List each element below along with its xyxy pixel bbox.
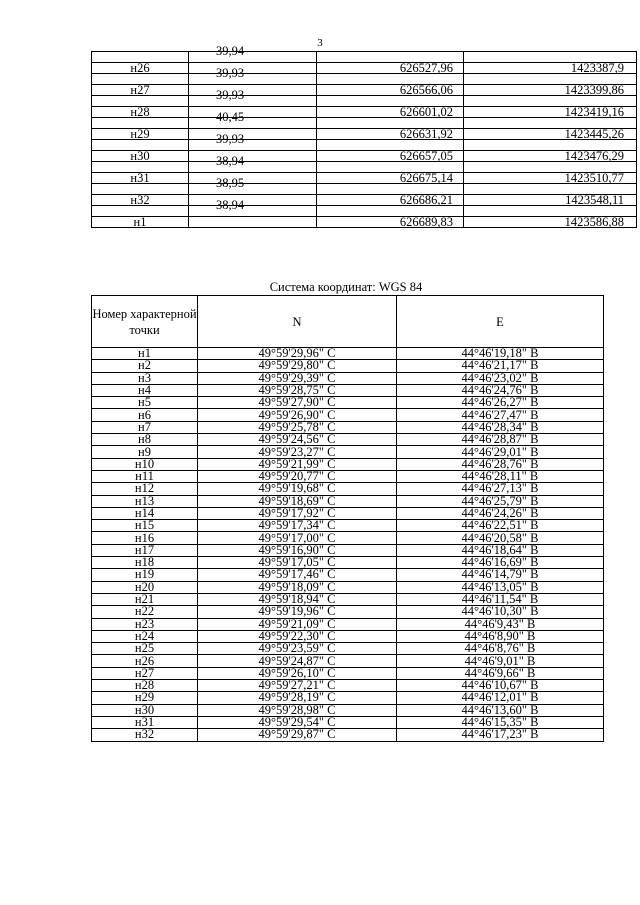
longitude-cell: 44°46'8,76" В: [397, 643, 604, 655]
point-number-cell: н21: [92, 593, 198, 605]
latitude-cell: 49°59'29,80" С: [198, 360, 397, 372]
distance-cell: [189, 176, 317, 195]
longitude-cell: 44°46'11,54" В: [397, 593, 604, 605]
y-coordinate-cell: 1423476,29: [464, 151, 637, 162]
distance-value: 39,94: [216, 44, 245, 58]
distance-value: 38,94: [216, 198, 245, 212]
point-number-cell: н9: [92, 446, 198, 458]
point-number-cell: н15: [92, 520, 198, 532]
point-number-cell: н13: [92, 495, 198, 507]
latitude-cell: 49°59'19,96" С: [198, 606, 397, 618]
latitude-cell: 49°59'21,09" С: [198, 618, 397, 630]
distance-cell: [189, 110, 317, 129]
longitude-cell: 44°46'25,79" В: [397, 495, 604, 507]
latitude-cell: 49°59'26,90" С: [198, 409, 397, 421]
point-cell: н30: [92, 151, 189, 162]
y-coordinate-cell: 1423548,11: [464, 195, 637, 206]
latitude-cell: 49°59'27,21" С: [198, 680, 397, 692]
latitude-cell: 49°59'17,92" С: [198, 507, 397, 519]
longitude-cell: 44°46'26,27" В: [397, 397, 604, 409]
coordinate-row: [92, 151, 637, 162]
distance-value: 39,93: [216, 132, 245, 146]
wgs84-header-row: [92, 296, 604, 348]
latitude-cell: 49°59'29,39" С: [198, 372, 397, 384]
point-number-cell: н22: [92, 606, 198, 618]
point-cell: н26: [92, 63, 189, 74]
point-number-cell: н32: [92, 729, 198, 741]
longitude-cell: 44°46'15,35" В: [397, 716, 604, 728]
coordinate-row: [92, 195, 637, 206]
coordinate-row: [92, 63, 637, 74]
longitude-cell: 44°46'21,17" В: [397, 360, 604, 372]
distance-cell: [189, 66, 317, 85]
point-number-cell: н30: [92, 704, 198, 716]
x-coordinate-cell: 626689,83: [317, 217, 464, 228]
longitude-cell: 44°46'9,01" В: [397, 655, 604, 667]
point-number-cell: н17: [92, 544, 198, 556]
longitude-cell: 44°46'9,66" В: [397, 667, 604, 679]
latitude-cell: 49°59'16,90" С: [198, 544, 397, 556]
point-number-cell: н11: [92, 470, 198, 482]
latitude-cell: 49°59'18,94" С: [198, 593, 397, 605]
point-number-cell: н7: [92, 421, 198, 433]
y-coordinate-cell: 1423387,9: [464, 63, 637, 74]
longitude-cell: 44°46'28,11" В: [397, 470, 604, 482]
y-coordinate-cell: 1423399,86: [464, 85, 637, 96]
longitude-cell: 44°46'23,02" В: [397, 372, 604, 384]
coordinate-row: [92, 217, 637, 228]
latitude-cell: 49°59'24,56" С: [198, 434, 397, 446]
point-number-cell: н28: [92, 680, 198, 692]
distance-cell: [189, 44, 317, 63]
longitude-cell: 44°46'9,43" В: [397, 618, 604, 630]
distance-cell: [189, 217, 317, 228]
distance-cell: [189, 173, 317, 184]
longitude-cell: 44°46'8,90" В: [397, 630, 604, 642]
x-coordinate-cell: 626527,96: [317, 63, 464, 74]
distance-value: 39,93: [216, 88, 245, 102]
point-number-cell: н20: [92, 581, 198, 593]
latitude-cell: 49°59'23,27" С: [198, 446, 397, 458]
point-number-cell: н10: [92, 458, 198, 470]
point-cell: н27: [92, 85, 189, 96]
latitude-cell: 49°59'19,68" С: [198, 483, 397, 495]
distance-value: 38,95: [216, 176, 245, 190]
wgs84-table-header: [92, 296, 604, 348]
point-cell: н28: [92, 107, 189, 118]
latitude-cell: 49°59'18,09" С: [198, 581, 397, 593]
longitude-cell: 44°46'28,76" В: [397, 458, 604, 470]
longitude-cell: 44°46'17,23" В: [397, 729, 604, 741]
longitude-cell: 44°46'24,26" В: [397, 507, 604, 519]
x-coordinate-cell: 626675,14: [317, 173, 464, 184]
latitude-cell: 49°59'17,05" С: [198, 557, 397, 569]
distance-row: [92, 118, 637, 129]
point-number-cell: н14: [92, 507, 198, 519]
y-coordinate-cell: 1423586,88: [464, 217, 637, 228]
coordinate-system-caption: Система координат: WGS 84: [269, 280, 423, 294]
coordinate-row: [92, 85, 637, 96]
point-number-cell: н26: [92, 655, 198, 667]
distance-cell: [189, 63, 317, 74]
longitude-cell: 44°46'12,01" В: [397, 692, 604, 704]
longitude-cell: 44°46'27,13" В: [397, 483, 604, 495]
header-point-number: Номер характерной точки: [92, 296, 198, 348]
latitude-cell: 49°59'17,46" С: [198, 569, 397, 581]
latitude-cell: 49°59'23,59" С: [198, 643, 397, 655]
x-coordinate-cell: 626631,92: [317, 129, 464, 140]
latitude-cell: 49°59'24,87" С: [198, 655, 397, 667]
point-number-cell: н2: [92, 360, 198, 372]
point-number-cell: н4: [92, 384, 198, 396]
longitude-cell: 44°46'10,67" В: [397, 680, 604, 692]
point-number-cell: н19: [92, 569, 198, 581]
distance-row: [92, 184, 637, 195]
latitude-cell: 49°59'18,69" С: [198, 495, 397, 507]
longitude-cell: 44°46'20,58" В: [397, 532, 604, 544]
point-number-cell: н23: [92, 618, 198, 630]
point-number-cell: н29: [92, 692, 198, 704]
coordinate-row: [92, 129, 637, 140]
latitude-cell: 49°59'27,90" С: [198, 397, 397, 409]
distance-row: [92, 162, 637, 173]
longitude-cell: 44°46'29,01" В: [397, 446, 604, 458]
header-latitude: N: [198, 296, 397, 348]
distance-value: 39,93: [216, 66, 245, 80]
latitude-cell: 49°59'21,99" С: [198, 458, 397, 470]
wgs84-row: [92, 729, 604, 741]
longitude-cell: 44°46'28,87" В: [397, 434, 604, 446]
distance-row: [92, 140, 637, 151]
distance-cell: [189, 88, 317, 107]
longitude-cell: 44°46'10,30" В: [397, 606, 604, 618]
x-coordinate-cell: 626601,02: [317, 107, 464, 118]
page-number: 3: [317, 37, 323, 49]
distance-row: [92, 52, 637, 63]
distance-cell: [189, 107, 317, 118]
longitude-cell: 44°46'16,69" В: [397, 557, 604, 569]
longitude-cell: 44°46'22,51" В: [397, 520, 604, 532]
point-number-cell: н3: [92, 372, 198, 384]
latitude-cell: 49°59'20,77" С: [198, 470, 397, 482]
x-coordinate-cell: 626657,05: [317, 151, 464, 162]
longitude-cell: 44°46'18,64" В: [397, 544, 604, 556]
y-coordinate-cell: 1423419,16: [464, 107, 637, 118]
distance-cell: [189, 195, 317, 206]
longitude-cell: 44°46'27,47" В: [397, 409, 604, 421]
coordinate-row: [92, 173, 637, 184]
latitude-cell: 49°59'25,78" С: [198, 421, 397, 433]
point-cell: н1: [92, 217, 189, 228]
distance-row: [92, 206, 637, 217]
latitude-cell: 49°59'17,00" С: [198, 532, 397, 544]
latitude-cell: 49°59'22,30" С: [198, 630, 397, 642]
distance-value: 40,45: [216, 110, 245, 124]
distance-cell: [189, 154, 317, 173]
point-number-cell: н24: [92, 630, 198, 642]
latitude-cell: 49°59'28,75" С: [198, 384, 397, 396]
x-coordinate-cell: 626566,06: [317, 85, 464, 96]
point-number-cell: н16: [92, 532, 198, 544]
distance-cell: [189, 151, 317, 162]
latitude-cell: 49°59'29,96" С: [198, 348, 397, 360]
longitude-cell: 44°46'14,79" В: [397, 569, 604, 581]
point-number-cell: н25: [92, 643, 198, 655]
point-number-cell: н31: [92, 716, 198, 728]
header-longitude: E: [397, 296, 604, 348]
latitude-cell: 49°59'26,10" С: [198, 667, 397, 679]
distance-cell: [189, 198, 317, 217]
point-number-cell: н6: [92, 409, 198, 421]
coordinate-row: [92, 107, 637, 118]
point-number-cell: н18: [92, 557, 198, 569]
distance-cell: [189, 129, 317, 140]
point-number-cell: н1: [92, 348, 198, 360]
longitude-cell: 44°46'19,18" В: [397, 348, 604, 360]
distance-row: [92, 96, 637, 107]
longitude-cell: 44°46'13,60" В: [397, 704, 604, 716]
coordinates-table: [91, 44, 637, 229]
distance-value: 38,94: [216, 154, 245, 168]
latitude-cell: 49°59'28,19" С: [198, 692, 397, 704]
point-cell: н31: [92, 173, 189, 184]
latitude-cell: 49°59'29,87" С: [198, 729, 397, 741]
point-number-cell: н27: [92, 667, 198, 679]
longitude-cell: 44°46'24,76" В: [397, 384, 604, 396]
latitude-cell: 49°59'29,54" С: [198, 716, 397, 728]
y-coordinate-cell: 1423445,26: [464, 129, 637, 140]
y-coordinate-cell: 1423510,77: [464, 173, 637, 184]
wgs84-table-body: [92, 348, 604, 742]
point-number-cell: н5: [92, 397, 198, 409]
point-number-cell: н12: [92, 483, 198, 495]
longitude-cell: 44°46'28,34" В: [397, 421, 604, 433]
point-cell: н29: [92, 129, 189, 140]
latitude-cell: 49°59'28,98" С: [198, 704, 397, 716]
distance-cell: [189, 85, 317, 96]
x-coordinate-cell: 626686,21: [317, 195, 464, 206]
latitude-cell: 49°59'17,34" С: [198, 520, 397, 532]
point-cell: н32: [92, 195, 189, 206]
distance-row: [92, 74, 637, 85]
wgs84-table: [91, 295, 604, 742]
distance-cell: [189, 132, 317, 151]
longitude-cell: 44°46'13,05" В: [397, 581, 604, 593]
coordinates-table-body: [92, 44, 637, 229]
point-number-cell: н8: [92, 434, 198, 446]
